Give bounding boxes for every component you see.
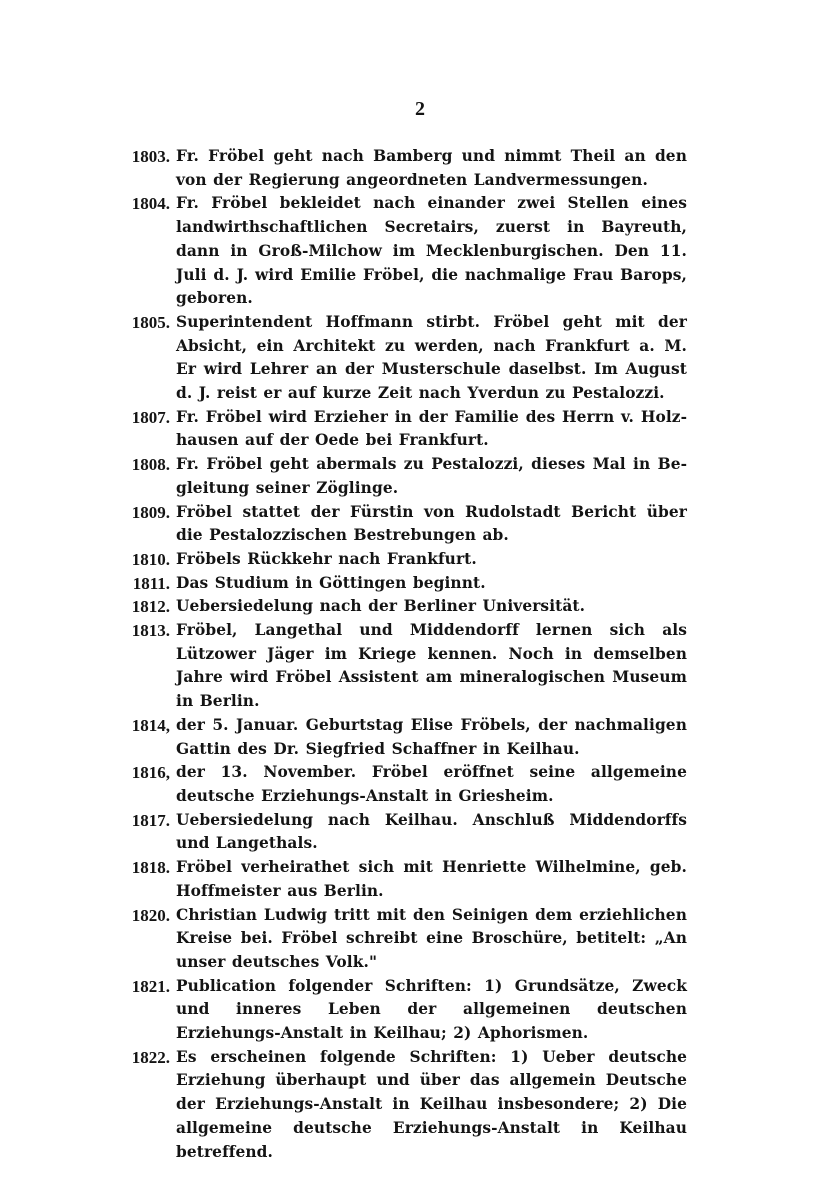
entry-year: 1816,: [131, 763, 170, 783]
chronology-entry: [112, 548, 687, 572]
entry-year: 1809.: [131, 502, 170, 522]
chronology-entry: [112, 975, 687, 1046]
entry-text: Publication folgender Schriften: 1) Grundsätze, Zweck und inneres Leben der allgemeinen deutschen Erziehungs-Anstalt in Keilhau; 2) Aphorismen.: [176, 976, 687, 1043]
entry-year: 1822.: [131, 1047, 170, 1067]
chronology-entry: [112, 192, 687, 311]
chronology-entry: [112, 406, 687, 453]
chronology-entry: [112, 595, 687, 619]
entry-year: 1807.: [131, 407, 170, 427]
entry-year: 1812.: [131, 597, 170, 617]
entry-text: Uebersiedelung nach der Berliner Universität.: [176, 597, 586, 616]
entry-text: Fr. Fröbel geht abermals zu Pestalozzi, dieses Mal in Begleitung seiner Zöglinge.: [176, 455, 687, 497]
entry-text: der 5. Januar. Geburtstag Elise Fröbels, der nachmaligen Gattin des Dr. Siegfried Schaffner in Keilhau.: [176, 715, 687, 758]
entry-text: Fr. Fröbel wird Erzieher in der Familie des Herrn v. Holzhausen auf der Oede bei Frankfurt.: [176, 407, 687, 450]
entry-year: 1803.: [131, 147, 170, 166]
entry-text: Superintendent Hoffmann stirbt. Fröbel geht mit der Absicht, ein Architekt zu werden, nach Frankfurt a. M. Er wird Lehrer an der Musterschule daselbst. Im August d. J. reist er auf kurze Zeit nach Yverdun zu Pestalozzi.: [176, 312, 687, 403]
entry-text: Uebersiedelung nach Keilhau. Anschluß Middendorffs und Langethals.: [176, 810, 687, 853]
chronology-list: [112, 145, 687, 1164]
entry-year: 1810.: [131, 549, 170, 569]
entry-text: Fröbel stattet der Fürstin von Rudolstadt Bericht über die Pestalozzischen Bestrebungen ab.: [176, 502, 687, 545]
entry-year: 1804.: [131, 194, 170, 214]
chronology-entry: [112, 1046, 687, 1165]
entry-year: 1811.: [132, 573, 170, 593]
chronology-entry: [112, 572, 687, 596]
chronology-entry: [112, 761, 687, 808]
entry-year: 1820.: [131, 905, 170, 925]
entry-text: Fröbel verheirathet sich mit Henriette Wilhelmine, geb. Hoffmeister aus Berlin.: [176, 858, 687, 900]
entry-text: Fröbels Rückkehr nach Frankfurt.: [176, 549, 477, 568]
chronology-entry: [112, 809, 687, 856]
entry-text: Fr. Fröbel geht nach Bamberg und nimmt Theil an den von der Regierung angeordneten Landvermessungen.: [176, 147, 687, 189]
entry-text: Das Studium in Göttingen beginnt.: [176, 573, 486, 592]
entry-text: Fr. Fröbel bekleidet nach einander zwei Stellen eines landwirthschaftlichen Secretairs, zuerst in Bayreuth, dann in Groß-Milchow im Mecklenburgischen. Den 11. Juli d. J. wird Emilie Fröbel, die nachmalige Frau Barops, geboren.: [176, 194, 687, 308]
entry-year: 1805.: [131, 312, 170, 332]
entry-text: Fröbel, Langethal und Middendorff lernen sich als Lützower Jäger im Kriege kennen. Noch in demselben Jahre wird Fröbel Assistent am mineralogischen Museum in Berlin.: [176, 621, 687, 711]
entry-year: 1821.: [131, 976, 170, 996]
chronology-entry: [112, 714, 687, 761]
chronology-entry: [112, 145, 687, 192]
chronology-entry: [112, 501, 687, 548]
entry-year: 1817.: [131, 810, 170, 830]
entry-text: Christian Ludwig tritt mit den Seinigen dem erziehlichen Kreise bei. Fröbel schreibt eine Broschüre, betitelt: „An unser deutsches Volk.": [176, 905, 687, 971]
chronology-entry: [112, 619, 687, 714]
entry-year: 1808.: [131, 455, 170, 475]
chronology-entry: [112, 453, 687, 500]
entry-year: 1814,: [131, 715, 170, 735]
chronology-entry: [112, 856, 687, 903]
entry-year: 1818.: [131, 858, 170, 878]
entry-year: 1813.: [131, 621, 170, 641]
entry-text: Es erscheinen folgende Schriften: 1) Ueber deutsche Erziehung überhaupt und über das allgemein Deutsche der Erziehungs-Anstalt in Keilhau insbesondere; 2) Die allgemeine deutsche Erziehungs-Anstalt in Keilhau betreffend.: [176, 1047, 687, 1161]
page-number: 2: [415, 98, 425, 120]
chronology-entry: [112, 904, 687, 975]
chronology-entry: [112, 311, 687, 406]
entry-text: der 13. November. Fröbel eröffnet seine allgemeine deutsche Erziehungs-Anstalt in Griesheim.: [176, 763, 687, 805]
